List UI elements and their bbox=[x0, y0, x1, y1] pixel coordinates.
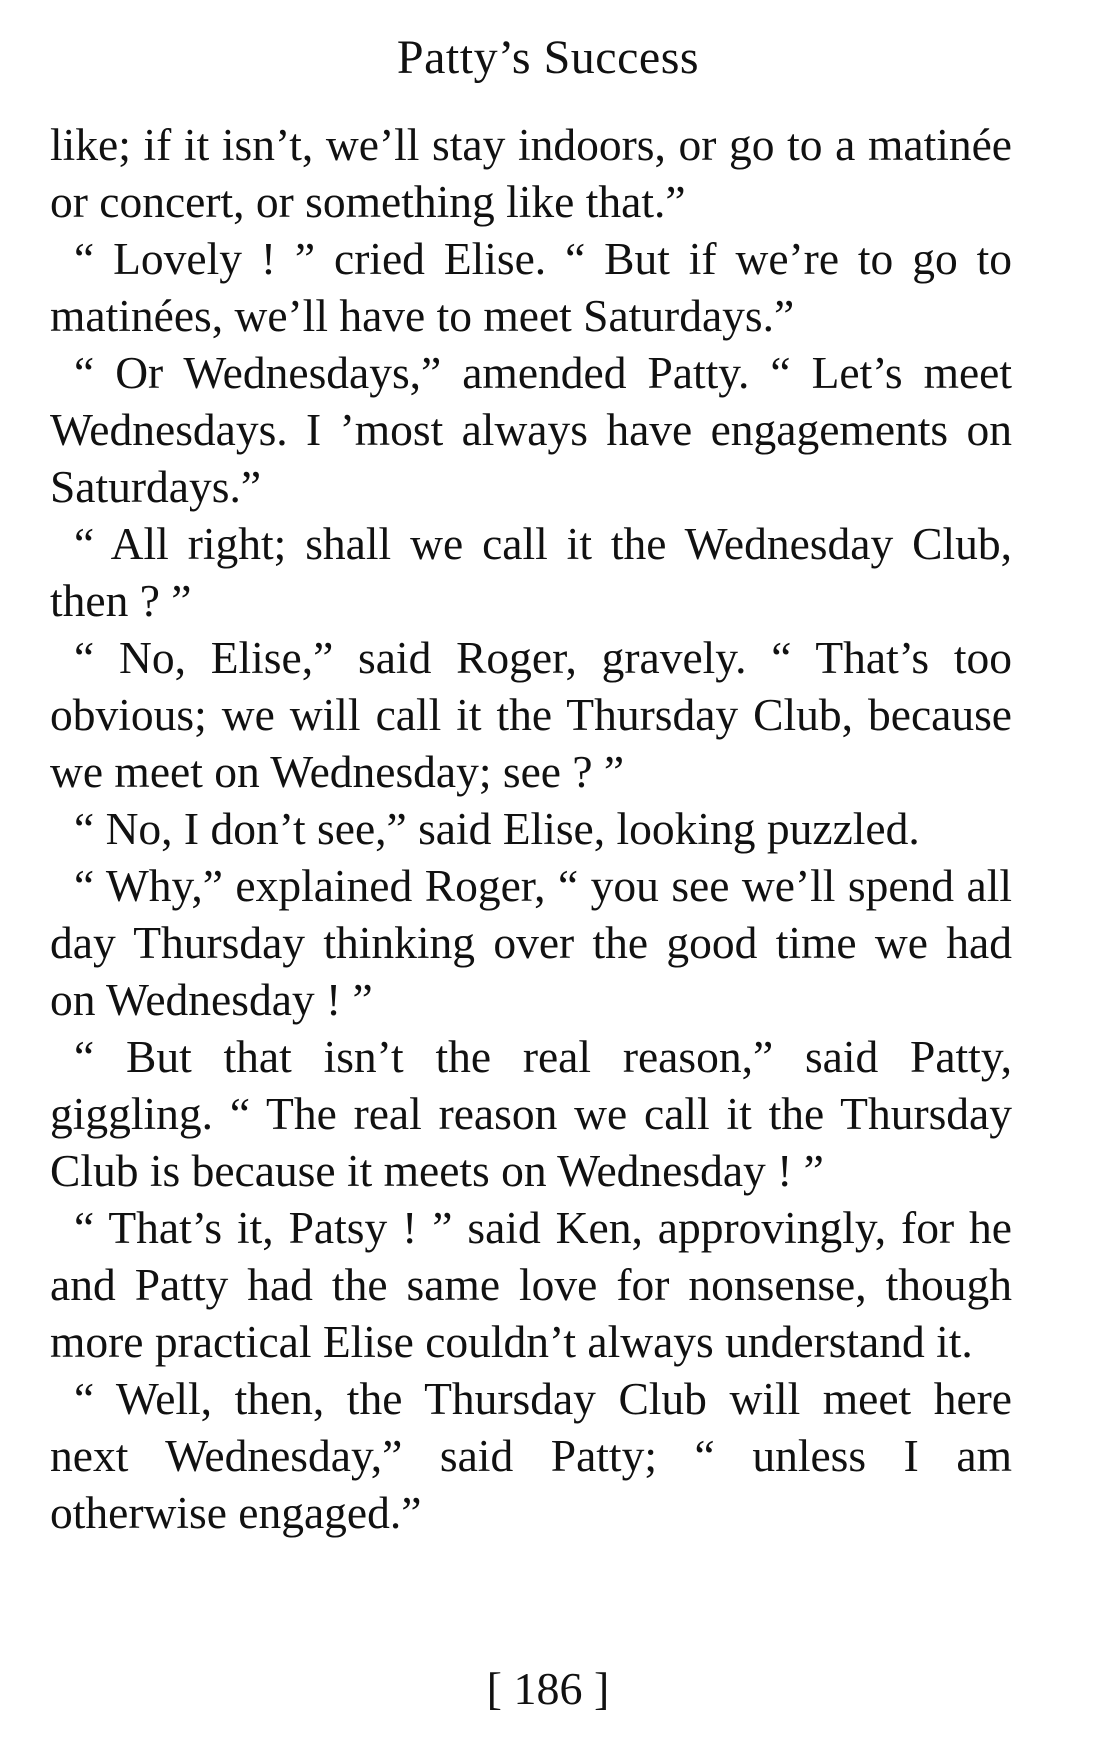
paragraph-8: “ But that isn’t the real reason,” said Patty, giggling. “ The real reason we call it the Thursday Club is because it meets on Wednesday ! ” bbox=[50, 1031, 1012, 1196]
paragraph-2: “ Lovely ! ” cried Elise. “ But if we’re to go to matinées, we’ll have to meet Saturdays.” bbox=[50, 233, 1012, 341]
paragraph-3: “ Or Wednesdays,” amended Patty. “ Let’s meet Wednesdays. I ’most always have engagements on Saturdays.” bbox=[50, 347, 1012, 512]
paragraph-4: “ All right; shall we call it the Wednesday Club, then ? ” bbox=[50, 518, 1012, 626]
page-number: [ 186 ] bbox=[486, 1663, 610, 1714]
paragraph-9: “ That’s it, Patsy ! ” said Ken, approvingly, for he and Patty had the same love for nonsense, though more practical Elise couldn’t always understand it. bbox=[50, 1202, 1012, 1367]
paragraph-1: like; if it isn’t, we’ll stay indoors, or go to a matinée or concert, or something like that.” bbox=[50, 119, 1012, 227]
body-text bbox=[50, 116, 1012, 1541]
paragraph-5: “ No, Elise,” said Roger, gravely. “ That’s too obvious; we will call it the Thursday Club, because we meet on Wednesday; see ? ” bbox=[50, 632, 1012, 797]
running-head: Patty’s Success bbox=[396, 31, 700, 84]
paragraph-6: “ No, I don’t see,” said Elise, looking puzzled. bbox=[74, 803, 920, 854]
paragraph-7: “ Why,” explained Roger, “ you see we’ll spend all day Thursday thinking over the good time we had on Wednesday ! ” bbox=[50, 860, 1012, 1025]
paragraph-10: “ Well, then, the Thursday Club will meet here next Wednesday,” said Patty; “ unless I am otherwise engaged.” bbox=[50, 1373, 1012, 1538]
